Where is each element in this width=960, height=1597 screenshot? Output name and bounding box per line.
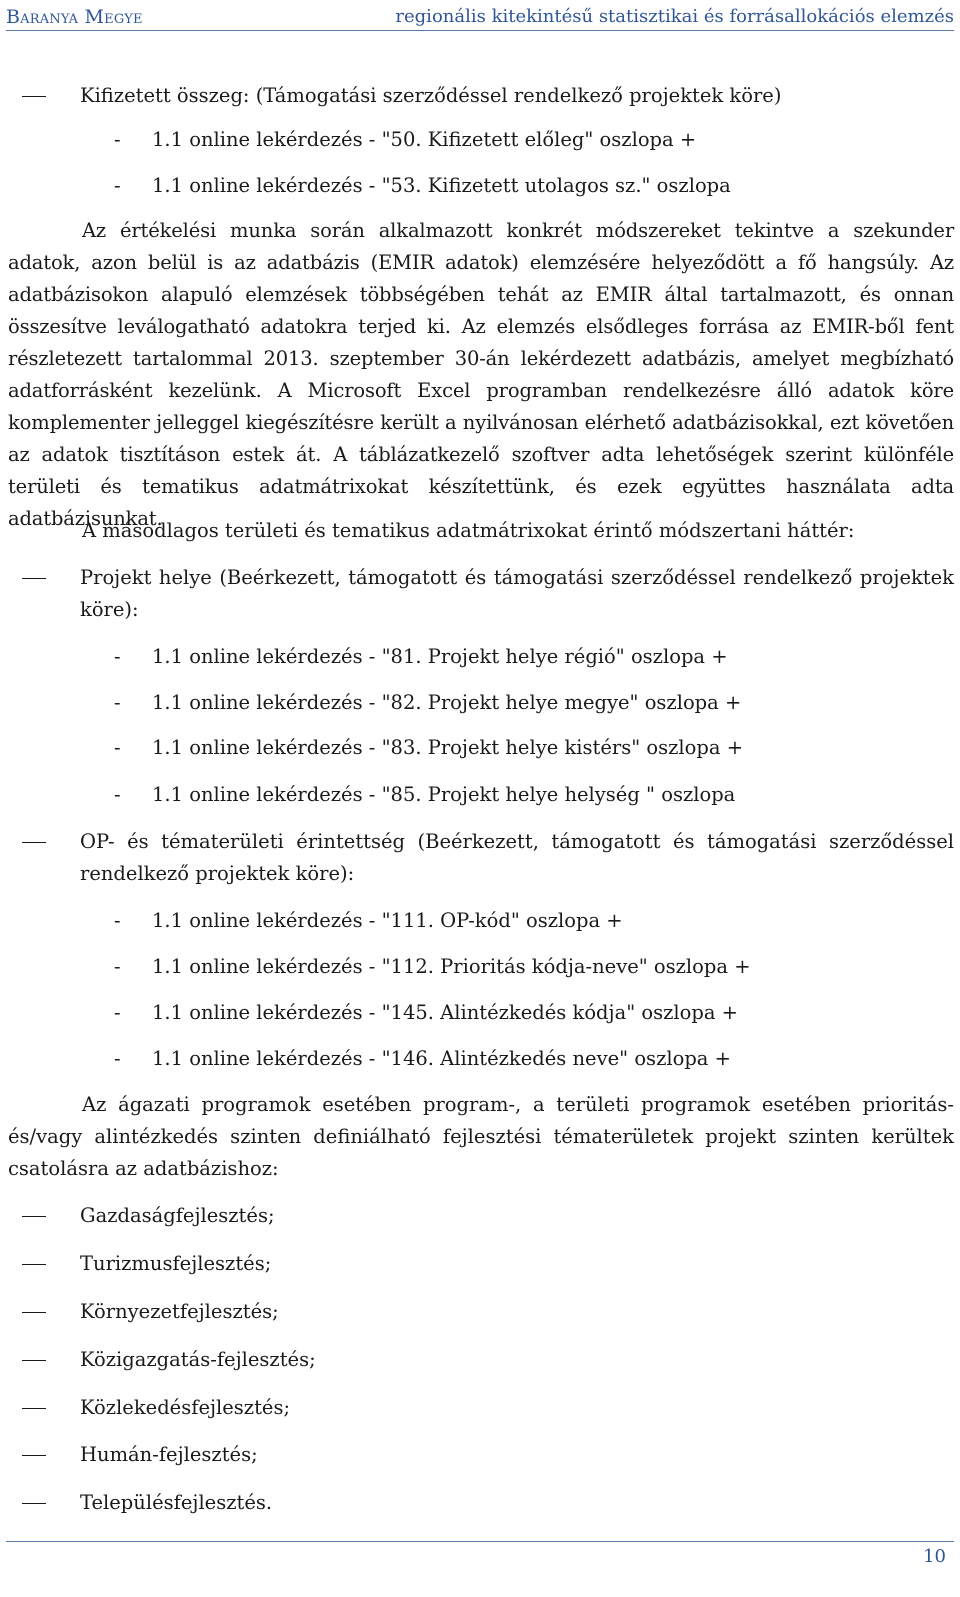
topic-text: Közigazgatás-fejlesztés; — [80, 1348, 316, 1371]
dash-bullet-icon — [8, 1296, 48, 1328]
sub-list-item-text: 1.1 online lekérdezés - "111. OP-kód" oszlopa + — [152, 909, 623, 932]
footer-rule — [6, 1541, 954, 1542]
hyphen-bullet: - — [114, 691, 121, 714]
sub-list-item-text: 1.1 online lekérdezés - "50. Kifizetett előleg" oszlopa + — [152, 128, 697, 151]
dash-bullet-icon — [8, 1439, 48, 1471]
dash-bullet-icon — [8, 826, 48, 858]
sub-list-item-text: 1.1 online lekérdezés - "81. Projekt helye régió" oszlopa + — [152, 645, 728, 668]
dash-bullet-icon — [8, 1487, 48, 1519]
dash-bullet-icon — [8, 562, 48, 594]
paragraph-methods: Az értékelési munka során alkalmazott konkrét módszereket tekintve a szekunder adatok, azon belül is az adatbázis (EMIR adatok) elemzésére helyeződött a fő hangsúly. Az adatbázisokon alapuló elemzések többségében tehát az EMIR által tartalmazott, és onnan összesítve leválogatható adatokra terjed ki. Az elemzés elsődleges forrása az EMIR-ből fent részletezett tartalommal 2013. szeptember 30-án lekérdezett adatbázis, amelyet megbízható adatforrásként kezelünk. A Microsoft Excel programban rendelkezésre álló adatok köre komplementer jelleggel kiegészítésre került a nyilvánosan elérhető adatbázisokkal, ezt követően az adatok tisztításon estek át. A táblázatkezelő szoftver adta lehetőségek szerint különféle területi és tematikus adatmátrixokat készítettünk, és ezek együttes használata adta adatbázisunkat. — [8, 219, 954, 530]
dash-bullet-icon — [8, 80, 48, 112]
hyphen-bullet: - — [114, 909, 121, 932]
dash-bullet-icon — [8, 1392, 48, 1424]
sub-list-item-text: 1.1 online lekérdezés - "83. Projekt helye kistérs" oszlopa + — [152, 736, 744, 759]
hyphen-bullet: - — [114, 645, 121, 668]
sub-list-item-text: 1.1 online lekérdezés - "145. Alintézkedés kódja" oszlopa + — [152, 1001, 739, 1024]
topic-text: Humán-fejlesztés; — [80, 1443, 258, 1466]
topic-text: Turizmusfejlesztés; — [80, 1252, 272, 1275]
hyphen-bullet: - — [114, 128, 121, 151]
list-item-text: Kifizetett összeg: (Támogatási szerződéssel rendelkező projektek köre) — [80, 84, 782, 107]
paragraph-background: A másodlagos területi és tematikus adatmátrixokat érintő módszertani háttér: — [82, 519, 855, 542]
sub-list-item-text: 1.1 online lekérdezés - "146. Alintézkedés neve" oszlopa + — [152, 1047, 731, 1070]
list-item — [8, 562, 954, 626]
header-county: Baranya Megye — [6, 6, 143, 28]
page-header — [6, 4, 954, 31]
header-title: regionális kitekintésű statisztikai és forrásallokációs elemzés — [395, 6, 954, 27]
list-item-text: Projekt helye (Beérkezett, támogatott és támogatási szerződéssel rendelkező projektek köre): — [80, 566, 954, 621]
hyphen-bullet: - — [114, 174, 121, 197]
sub-list-item-text: 1.1 online lekérdezés - "53. Kifizetett utolagos sz." oszlopa — [152, 174, 731, 197]
topic-text: Környezetfejlesztés; — [80, 1300, 279, 1323]
hyphen-bullet: - — [114, 1047, 121, 1070]
hyphen-bullet: - — [114, 783, 121, 806]
hyphen-bullet: - — [114, 1001, 121, 1024]
page-number: 10 — [923, 1546, 946, 1567]
dash-bullet-icon — [8, 1344, 48, 1376]
dash-bullet-icon — [8, 1200, 48, 1232]
hyphen-bullet: - — [114, 955, 121, 978]
paragraph-programs: Az ágazati programok esetében program-, a területi programok esetében prioritás- és/vagy alintézkedés szinten definiálható fejlesztési tématerületek projekt szinten kerültek csatolásra az adatbázishoz: — [8, 1093, 954, 1180]
sub-list-item-text: 1.1 online lekérdezés - "112. Prioritás kódja-neve" oszlopa + — [152, 955, 751, 978]
dash-bullet-icon — [8, 1248, 48, 1280]
sub-list-item-text: 1.1 online lekérdezés - "85. Projekt helye helység " oszlopa — [152, 783, 736, 806]
topic-text: Gazdaságfejlesztés; — [80, 1204, 275, 1227]
topic-text: Közlekedésfejlesztés; — [80, 1396, 291, 1419]
hyphen-bullet: - — [114, 736, 121, 759]
sub-list-item-text: 1.1 online lekérdezés - "82. Projekt helye megye" oszlopa + — [152, 691, 742, 714]
list-item-text: OP- és tématerületi érintettség (Beérkezett, támogatott és támogatási szerződéssel rendelkező projektek köre): — [80, 830, 954, 885]
topic-text: Településfejlesztés. — [80, 1491, 273, 1514]
list-item — [8, 826, 954, 890]
